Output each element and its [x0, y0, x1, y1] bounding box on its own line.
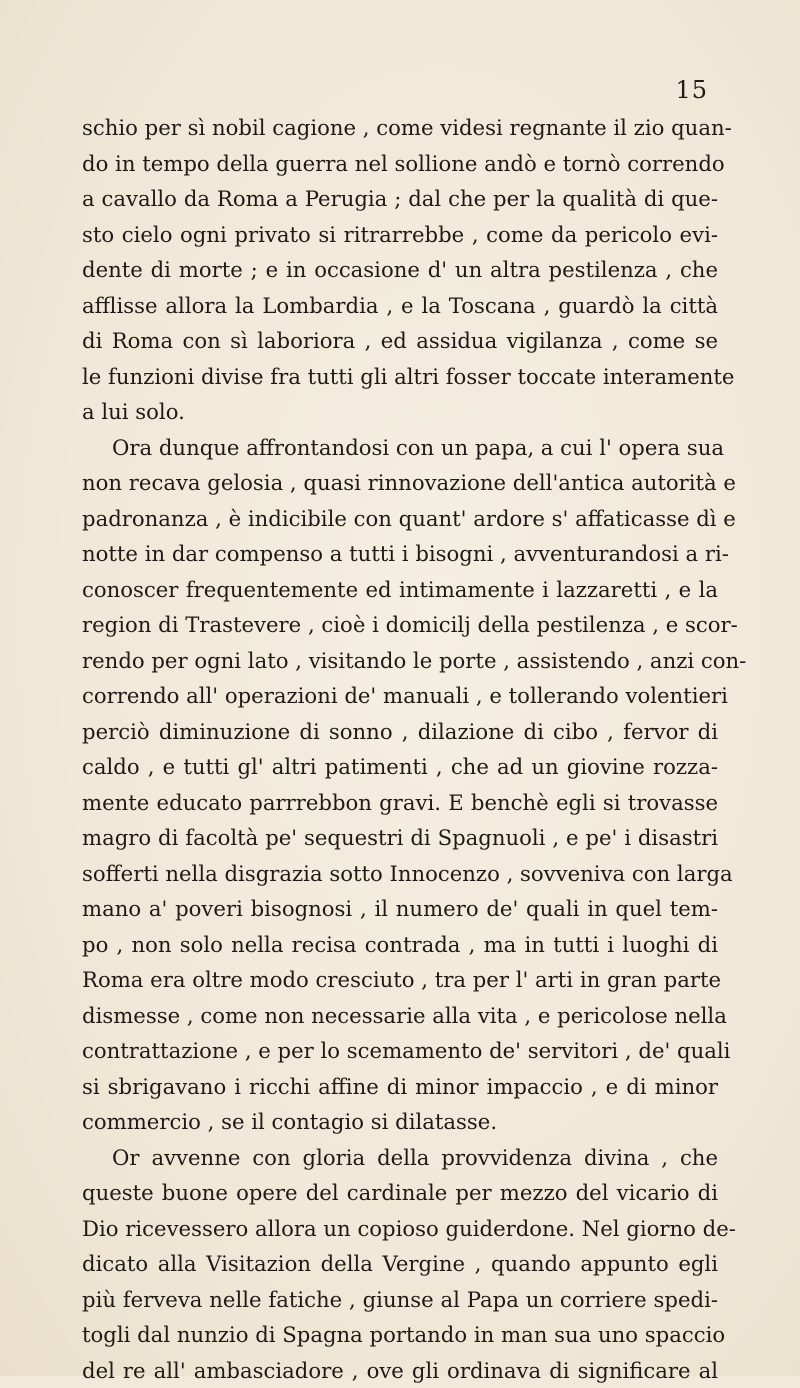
- text-line: magro di facoltà pe' sequestri di Spagnuoli , e pe' i disastri: [82, 820, 718, 856]
- text-line: mano a' poveri bisognosi , il numero de' quali in quel tem-: [82, 891, 718, 927]
- text-line: dismesse , come non necessarie alla vita , e pericolose nella: [82, 998, 718, 1034]
- text-line: sto cielo ogni privato si ritrarrebbe , come da pericolo evi-: [82, 217, 718, 253]
- text-line: si sbrigavano i ricchi affine di minor impaccio , e di minor: [82, 1069, 718, 1105]
- text-line: sofferti nella disgrazia sotto Innocenzo , sovveniva con larga: [82, 856, 718, 892]
- text-line: dicato alla Visitazion della Vergine , quando appunto egli: [82, 1246, 718, 1282]
- body-text: [82, 110, 718, 1388]
- text-line: a lui solo.: [82, 394, 718, 430]
- text-line: padronanza , è indicibile con quant' ardore s' affaticasse dì e: [82, 501, 718, 537]
- text-line: schio per sì nobil cagione , come videsi regnante il zio quan-: [82, 110, 718, 146]
- text-line: perciò diminuzione di sonno , dilazione di cibo , fervor di: [82, 714, 718, 750]
- text-line: caldo , e tutti gl' altri patimenti , che ad un giovine rozza-: [82, 749, 718, 785]
- text-line: Ora dunque affrontandosi con un papa, a cui l' opera sua: [82, 430, 718, 466]
- text-line: di Roma con sì laboriora , ed assidua vigilanza , come se: [82, 323, 718, 359]
- text-line: Or avvenne con gloria della provvidenza divina , che: [82, 1140, 718, 1176]
- text-line: conoscer frequentemente ed intimamente i lazzaretti , e la: [82, 572, 718, 608]
- text-line: Roma era oltre modo cresciuto , tra per l' arti in gran parte: [82, 962, 718, 998]
- text-line: dente di morte ; e in occasione d' un altra pestilenza , che: [82, 252, 718, 288]
- text-line: non recava gelosia , quasi rinnovazione dell'antica autorità e: [82, 465, 718, 501]
- text-line: po , non solo nella recisa contrada , ma in tutti i luoghi di: [82, 927, 718, 963]
- text-line: a cavallo da Roma a Perugia ; dal che per la qualità di que-: [82, 181, 718, 217]
- text-line: queste buone opere del cardinale per mezzo del vicario di: [82, 1175, 718, 1211]
- text-line: Dio ricevessero allora un copioso guiderdone. Nel giorno de-: [82, 1211, 718, 1247]
- text-line: do in tempo della guerra nel sollione andò e tornò correndo: [82, 146, 718, 182]
- text-line: contrattazione , e per lo scemamento de' servitori , de' quali: [82, 1033, 718, 1069]
- text-line: mente educato parrrebbon gravi. E benchè egli si trovasse: [82, 785, 718, 821]
- text-line: togli dal nunzio di Spagna portando in man sua uno spaccio: [82, 1317, 718, 1353]
- text-line: le funzioni divise fra tutti gli altri fosser toccate interamente: [82, 359, 718, 395]
- text-line: correndo all' operazioni de' manuali , e tollerando volentieri: [82, 678, 718, 714]
- text-line: più ferveva nelle fatiche , giunse al Papa un corriere spedi-: [82, 1282, 718, 1318]
- text-line: rendo per ogni lato , visitando le porte , assistendo , anzi con-: [82, 643, 718, 679]
- text-line: afflisse allora la Lombardia , e la Toscana , guardò la città: [82, 288, 718, 324]
- page-number: 15: [675, 76, 708, 104]
- text-line: del re all' ambasciadore , ove gli ordinava di significare al: [82, 1353, 718, 1388]
- text-line: region di Trastevere , cioè i domicilj della pestilenza , e scor-: [82, 607, 718, 643]
- text-line: notte in dar compenso a tutti i bisogni , avventurandosi a ri-: [82, 536, 718, 572]
- text-line: commercio , se il contagio si dilatasse.: [82, 1104, 718, 1140]
